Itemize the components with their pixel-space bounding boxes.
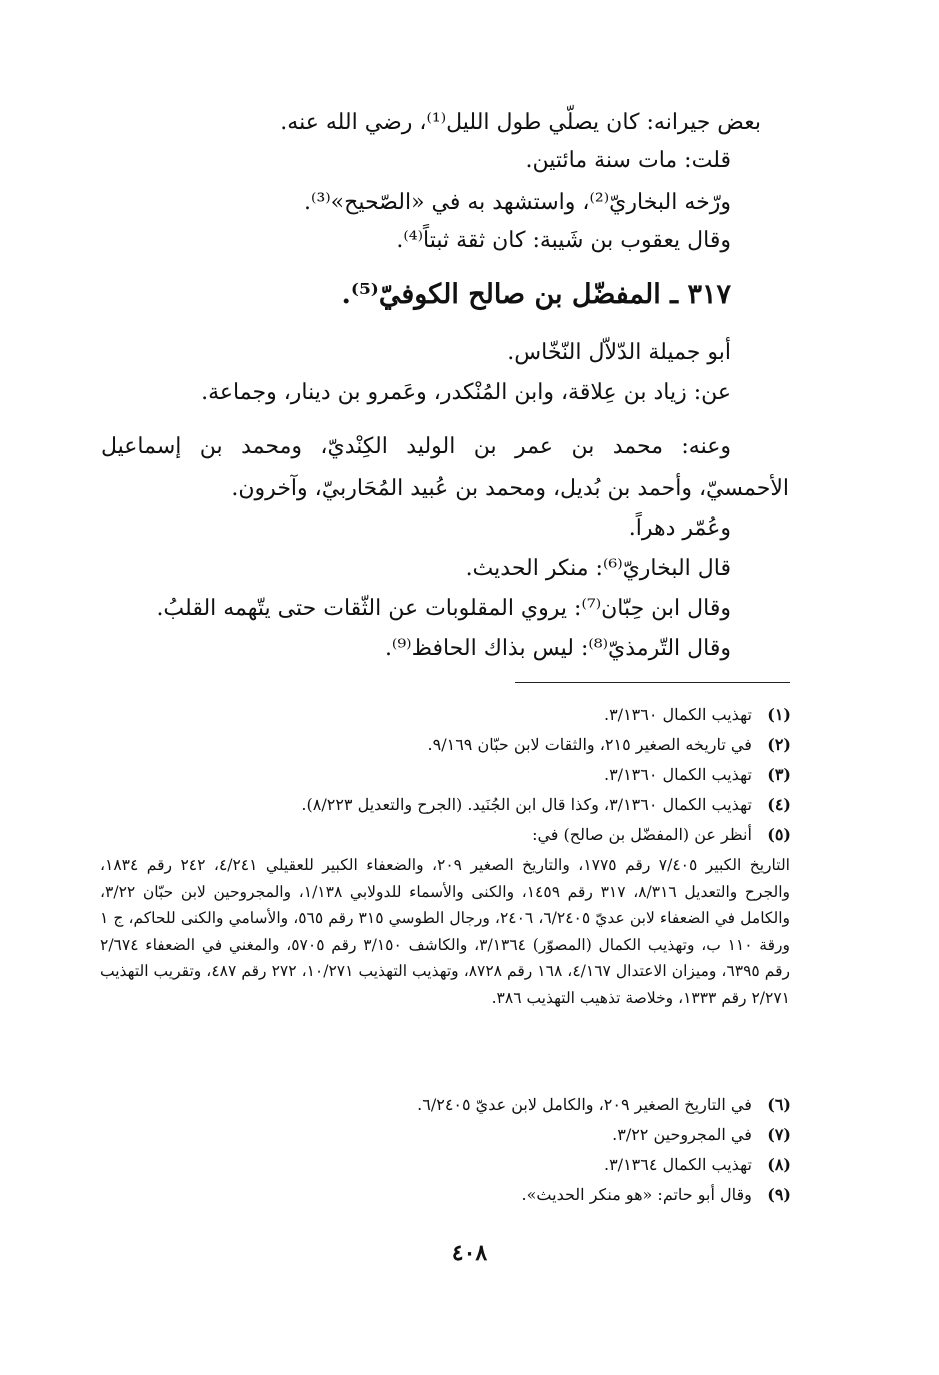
footnote-text: تهذيب الكمال ٣/١٣٦٠، وكذا قال ابن الجُنَيد. (الجرح والتعديل ٨/٢٢٣).: [301, 795, 752, 814]
footnote: [428, 734, 791, 756]
text-line: وعُمّر دهراً.: [628, 516, 731, 541]
text-line: عن: زياد بن عِلاقة، وابن المُنْكدر، وعَمرو بن دينار، وجماعة.: [201, 380, 731, 405]
footnote-text: في تاريخه الصغير ٢١٥، والثقات لابن حبّان ٩/١٦٩.: [427, 735, 752, 754]
text-line: ورّخه البخاريّ⁽²⁾، واستشهد به في «الصّحيح»⁽³⁾.: [304, 190, 731, 215]
text-line: وقال التّرمذيّ⁽⁸⁾: ليس بذاك الحافظ⁽⁹⁾.: [384, 636, 731, 661]
footnote: [604, 1154, 791, 1176]
footnote-number: (٥): [767, 825, 791, 844]
text-line: بعض جيرانه: كان يصلّي طول الليل⁽¹⁾، رضي الله عنه.: [280, 110, 761, 135]
footnote: [301, 794, 791, 816]
footnote: [417, 1094, 791, 1116]
footnote-text: في التاريخ الصغير ٢٠٩، والكامل لابن عديّ ٦/٢٤٠٥.: [417, 1095, 752, 1114]
footnote-text: في المجروحين ٣/٢٢.: [612, 1125, 752, 1144]
footnote-separator: [515, 682, 790, 683]
footnote-number: (٧): [767, 1125, 791, 1144]
footnote-number: (٦): [767, 1095, 791, 1114]
footnote: [532, 824, 791, 846]
footnote-text: وقال أبو حاتم: «هو منكر الحديث».: [521, 1185, 752, 1204]
text-line: قلت: مات سنة مائتين.: [525, 148, 731, 173]
text-line: الأحمسيّ، وأحمد بن بُديل، ومحمد بن عُبيد المُحَاربيّ، وآخرون.: [231, 476, 789, 501]
entry-heading: ٣١٧ ـ المفضّل بن صالح الكوفيّ⁽⁵⁾.: [341, 279, 731, 310]
footnote: [604, 704, 791, 726]
footnote: [604, 764, 791, 786]
footnote-number: (١): [767, 705, 791, 724]
text-line: وعنه: محمد بن عمر بن الوليد الكِنْديّ، ومحمد بن إسماعيل: [101, 434, 731, 459]
footnote-text: تهذيب الكمال ٣/١٣٦٠.: [603, 765, 752, 784]
footnote-text: تهذيب الكمال ٣/١٣٦٤.: [603, 1155, 752, 1174]
footnote-number: (٨): [767, 1155, 791, 1174]
footnote-number: (٣): [767, 765, 791, 784]
footnote-text: أنظر عن (المفضّل بن صالح) في:: [532, 825, 752, 844]
footnote: [612, 1124, 791, 1146]
text-line: وقال ابن حِبّان⁽⁷⁾: يروي المقلوبات عن الثّقات حتى يتّهمه القلبُ.: [156, 596, 731, 621]
footnote-text: تهذيب الكمال ٣/١٣٦٠.: [603, 705, 752, 724]
footnote: [522, 1184, 791, 1206]
page-number: ٤٠٨: [451, 1240, 488, 1266]
footnote-number: (٤): [767, 795, 791, 814]
text-line: وقال يعقوب بن شَيبة: كان ثقة ثبتاً⁽⁴⁾.: [396, 228, 731, 253]
text-line: أبو جميلة الدّلاّل النّخّاس.: [507, 340, 731, 365]
footnote-number: (٢): [767, 735, 791, 754]
text-line: قال البخاريّ⁽⁶⁾: منكر الحديث.: [465, 556, 731, 581]
footnote-sources: التاريخ الكبير ٧/٤٠٥ رقم ١٧٧٥، والتاريخ الصغير ٢٠٩، والضعفاء الكبير للعقيلي ٤/٢٤١، ٢٤٢ رقم ١٨٣٤، والجرح والتعديل ٨/٣١٦، ٣١٧ رقم ١٤٥٩، والكنى والأسماء للدولابي ١/١٣٨، والمجروحين لابن حبّان ٣/٢٢، والكامل في الضعفاء لابن عديّ ٦/٢٤٠٥، ٢٤٠٦، ورجال الطوسي ٣١٥ رقم ٥٦٥، والأسامي والكنى للحاكم، ج ١ ورقة ١١٠ ب، وتهذيب الكمال (المصوّر) ٣/١٣٦٤، والكاشف ٣/١٥٠ رقم ٥٧٠٥، والمغني في الضعفاء ٢/٦٧٤ رقم ٦٣٩٥، وميزان الاعتدال ٤/١٦٧، ١٦٨ رقم ٨٧٢٨، وتهذيب التهذيب ١٠/٢٧١، ٢٧٢ رقم ٤٨٧، وتقريب التهذيب ٢/٢٧١ رقم ١٣٣٣، وخلاصة تذهيب التهذيب ٣٨٦.: [100, 856, 790, 1007]
footnote-number: (٩): [767, 1185, 791, 1204]
